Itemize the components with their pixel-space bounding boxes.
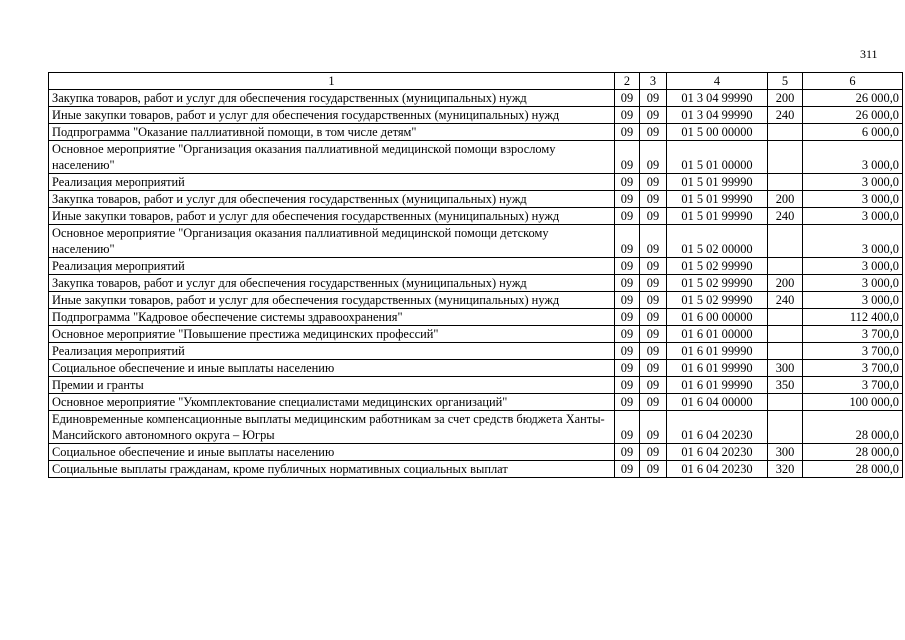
row-section-cell: 09 <box>615 191 640 208</box>
row-section-cell: 09 <box>615 444 640 461</box>
table-row <box>49 377 903 394</box>
row-subsection-cell: 09 <box>640 141 667 174</box>
row-target-article-cell: 01 5 01 00000 <box>667 141 768 174</box>
row-amount-cell: 28 000,0 <box>803 444 903 461</box>
row-section-cell: 09 <box>615 258 640 275</box>
row-expense-type-cell: 240 <box>768 292 803 309</box>
row-expense-type-cell: 200 <box>768 90 803 107</box>
row-expense-type-cell: 320 <box>768 461 803 478</box>
row-name-cell: Реализация мероприятий <box>49 174 615 191</box>
header-col-2: 2 <box>615 73 640 90</box>
row-name-cell: Закупка товаров, работ и услуг для обеспечения государственных (муниципальных) нужд <box>49 90 615 107</box>
row-target-article-cell: 01 5 02 99990 <box>667 258 768 275</box>
row-subsection-cell: 09 <box>640 411 667 444</box>
row-expense-type-cell <box>768 124 803 141</box>
row-section-cell: 09 <box>615 141 640 174</box>
row-name-cell: Закупка товаров, работ и услуг для обеспечения государственных (муниципальных) нужд <box>49 275 615 292</box>
row-subsection-cell: 09 <box>640 258 667 275</box>
row-section-cell: 09 <box>615 124 640 141</box>
row-expense-type-cell <box>768 394 803 411</box>
row-name-cell: Подпрограмма "Оказание паллиативной помощи, в том числе детям" <box>49 124 615 141</box>
table-row <box>49 90 903 107</box>
row-amount-cell: 3 000,0 <box>803 275 903 292</box>
row-subsection-cell: 09 <box>640 191 667 208</box>
row-name-cell: Основное мероприятие "Организация оказания паллиативной медицинской помощи детскому населению" <box>49 225 615 258</box>
row-amount-cell: 3 700,0 <box>803 326 903 343</box>
row-expense-type-cell: 300 <box>768 360 803 377</box>
table-row <box>49 326 903 343</box>
header-col-4: 4 <box>667 73 768 90</box>
row-section-cell: 09 <box>615 377 640 394</box>
row-name-cell: Реализация мероприятий <box>49 343 615 360</box>
row-section-cell: 09 <box>615 461 640 478</box>
row-amount-cell: 3 000,0 <box>803 174 903 191</box>
row-expense-type-cell <box>768 343 803 360</box>
row-target-article-cell: 01 3 04 99990 <box>667 107 768 124</box>
header-col-1: 1 <box>49 73 615 90</box>
row-target-article-cell: 01 6 01 00000 <box>667 326 768 343</box>
row-subsection-cell: 09 <box>640 107 667 124</box>
row-expense-type-cell <box>768 411 803 444</box>
row-name-cell: Социальное обеспечение и иные выплаты населению <box>49 444 615 461</box>
row-name-cell: Основное мероприятие "Повышение престижа медицинских профессий" <box>49 326 615 343</box>
row-section-cell: 09 <box>615 107 640 124</box>
row-target-article-cell: 01 5 02 00000 <box>667 225 768 258</box>
row-section-cell: 09 <box>615 360 640 377</box>
row-section-cell: 09 <box>615 292 640 309</box>
row-expense-type-cell: 200 <box>768 191 803 208</box>
row-name-cell: Премии и гранты <box>49 377 615 394</box>
table-row <box>49 191 903 208</box>
row-subsection-cell: 09 <box>640 444 667 461</box>
row-subsection-cell: 09 <box>640 309 667 326</box>
row-subsection-cell: 09 <box>640 461 667 478</box>
row-target-article-cell: 01 5 01 99990 <box>667 208 768 225</box>
row-target-article-cell: 01 6 04 20230 <box>667 461 768 478</box>
row-section-cell: 09 <box>615 275 640 292</box>
table-body <box>49 90 903 478</box>
row-expense-type-cell: 350 <box>768 377 803 394</box>
table-row <box>49 124 903 141</box>
table-row <box>49 461 903 478</box>
row-subsection-cell: 09 <box>640 360 667 377</box>
row-expense-type-cell: 200 <box>768 275 803 292</box>
table-row <box>49 444 903 461</box>
table-row <box>49 107 903 124</box>
row-section-cell: 09 <box>615 411 640 444</box>
table-row <box>49 292 903 309</box>
row-amount-cell: 28 000,0 <box>803 411 903 444</box>
row-target-article-cell: 01 6 01 99990 <box>667 360 768 377</box>
table-row <box>49 208 903 225</box>
row-subsection-cell: 09 <box>640 292 667 309</box>
row-name-cell: Иные закупки товаров, работ и услуг для обеспечения государственных (муниципальных) нужд <box>49 208 615 225</box>
row-target-article-cell: 01 6 01 99990 <box>667 377 768 394</box>
table-row <box>49 275 903 292</box>
row-section-cell: 09 <box>615 174 640 191</box>
row-expense-type-cell: 240 <box>768 208 803 225</box>
row-amount-cell: 26 000,0 <box>803 107 903 124</box>
row-amount-cell: 3 000,0 <box>803 191 903 208</box>
row-section-cell: 09 <box>615 326 640 343</box>
row-name-cell: Социальные выплаты гражданам, кроме публичных нормативных социальных выплат <box>49 461 615 478</box>
row-target-article-cell: 01 5 01 99990 <box>667 174 768 191</box>
row-section-cell: 09 <box>615 208 640 225</box>
row-section-cell: 09 <box>615 309 640 326</box>
row-amount-cell: 28 000,0 <box>803 461 903 478</box>
table-row <box>49 174 903 191</box>
row-target-article-cell: 01 6 04 20230 <box>667 444 768 461</box>
row-amount-cell: 112 400,0 <box>803 309 903 326</box>
header-col-5: 5 <box>768 73 803 90</box>
row-target-article-cell: 01 5 02 99990 <box>667 275 768 292</box>
row-subsection-cell: 09 <box>640 326 667 343</box>
header-col-6: 6 <box>803 73 903 90</box>
row-target-article-cell: 01 5 00 00000 <box>667 124 768 141</box>
table-header <box>49 73 903 90</box>
row-subsection-cell: 09 <box>640 394 667 411</box>
row-amount-cell: 3 700,0 <box>803 343 903 360</box>
table-row <box>49 360 903 377</box>
row-subsection-cell: 09 <box>640 174 667 191</box>
row-target-article-cell: 01 5 01 99990 <box>667 191 768 208</box>
row-section-cell: 09 <box>615 394 640 411</box>
row-amount-cell: 3 700,0 <box>803 360 903 377</box>
header-row <box>49 73 903 90</box>
row-expense-type-cell <box>768 174 803 191</box>
table-row <box>49 258 903 275</box>
row-subsection-cell: 09 <box>640 225 667 258</box>
row-name-cell: Основное мероприятие "Организация оказания паллиативной медицинской помощи взрослому населению" <box>49 141 615 174</box>
row-amount-cell: 3 000,0 <box>803 292 903 309</box>
row-amount-cell: 26 000,0 <box>803 90 903 107</box>
row-expense-type-cell <box>768 141 803 174</box>
header-col-3: 3 <box>640 73 667 90</box>
table-row <box>49 343 903 360</box>
row-subsection-cell: 09 <box>640 208 667 225</box>
row-subsection-cell: 09 <box>640 90 667 107</box>
row-section-cell: 09 <box>615 225 640 258</box>
row-target-article-cell: 01 6 01 99990 <box>667 343 768 360</box>
row-amount-cell: 3 000,0 <box>803 141 903 174</box>
table-row <box>49 411 903 444</box>
row-subsection-cell: 09 <box>640 377 667 394</box>
row-name-cell: Подпрограмма "Кадровое обеспечение системы здравоохранения" <box>49 309 615 326</box>
row-section-cell: 09 <box>615 90 640 107</box>
page-number: 311 <box>860 47 878 61</box>
row-amount-cell: 6 000,0 <box>803 124 903 141</box>
row-name-cell: Реализация мероприятий <box>49 258 615 275</box>
row-target-article-cell: 01 6 04 00000 <box>667 394 768 411</box>
table-row <box>49 225 903 258</box>
row-name-cell: Единовременные компенсационные выплаты медицинским работникам за счет средств бюджета Ханты-Мансийского автономного округа – Югры <box>49 411 615 444</box>
row-name-cell: Иные закупки товаров, работ и услуг для обеспечения государственных (муниципальных) нужд <box>49 292 615 309</box>
row-expense-type-cell: 300 <box>768 444 803 461</box>
row-expense-type-cell <box>768 326 803 343</box>
row-expense-type-cell: 240 <box>768 107 803 124</box>
budget-table <box>48 72 903 478</box>
table-row <box>49 141 903 174</box>
row-amount-cell: 3 000,0 <box>803 225 903 258</box>
row-expense-type-cell <box>768 225 803 258</box>
row-target-article-cell: 01 6 04 20230 <box>667 411 768 444</box>
row-expense-type-cell <box>768 309 803 326</box>
row-name-cell: Социальное обеспечение и иные выплаты населению <box>49 360 615 377</box>
row-amount-cell: 100 000,0 <box>803 394 903 411</box>
row-subsection-cell: 09 <box>640 275 667 292</box>
row-subsection-cell: 09 <box>640 343 667 360</box>
row-target-article-cell: 01 3 04 99990 <box>667 90 768 107</box>
row-amount-cell: 3 000,0 <box>803 208 903 225</box>
row-name-cell: Иные закупки товаров, работ и услуг для обеспечения государственных (муниципальных) нужд <box>49 107 615 124</box>
table-row <box>49 309 903 326</box>
table-row <box>49 394 903 411</box>
row-target-article-cell: 01 6 00 00000 <box>667 309 768 326</box>
row-section-cell: 09 <box>615 343 640 360</box>
row-subsection-cell: 09 <box>640 124 667 141</box>
row-amount-cell: 3 700,0 <box>803 377 903 394</box>
row-name-cell: Закупка товаров, работ и услуг для обеспечения государственных (муниципальных) нужд <box>49 191 615 208</box>
row-target-article-cell: 01 5 02 99990 <box>667 292 768 309</box>
row-expense-type-cell <box>768 258 803 275</box>
row-amount-cell: 3 000,0 <box>803 258 903 275</box>
row-name-cell: Основное мероприятие "Укомплектование специалистами медицинских организаций" <box>49 394 615 411</box>
